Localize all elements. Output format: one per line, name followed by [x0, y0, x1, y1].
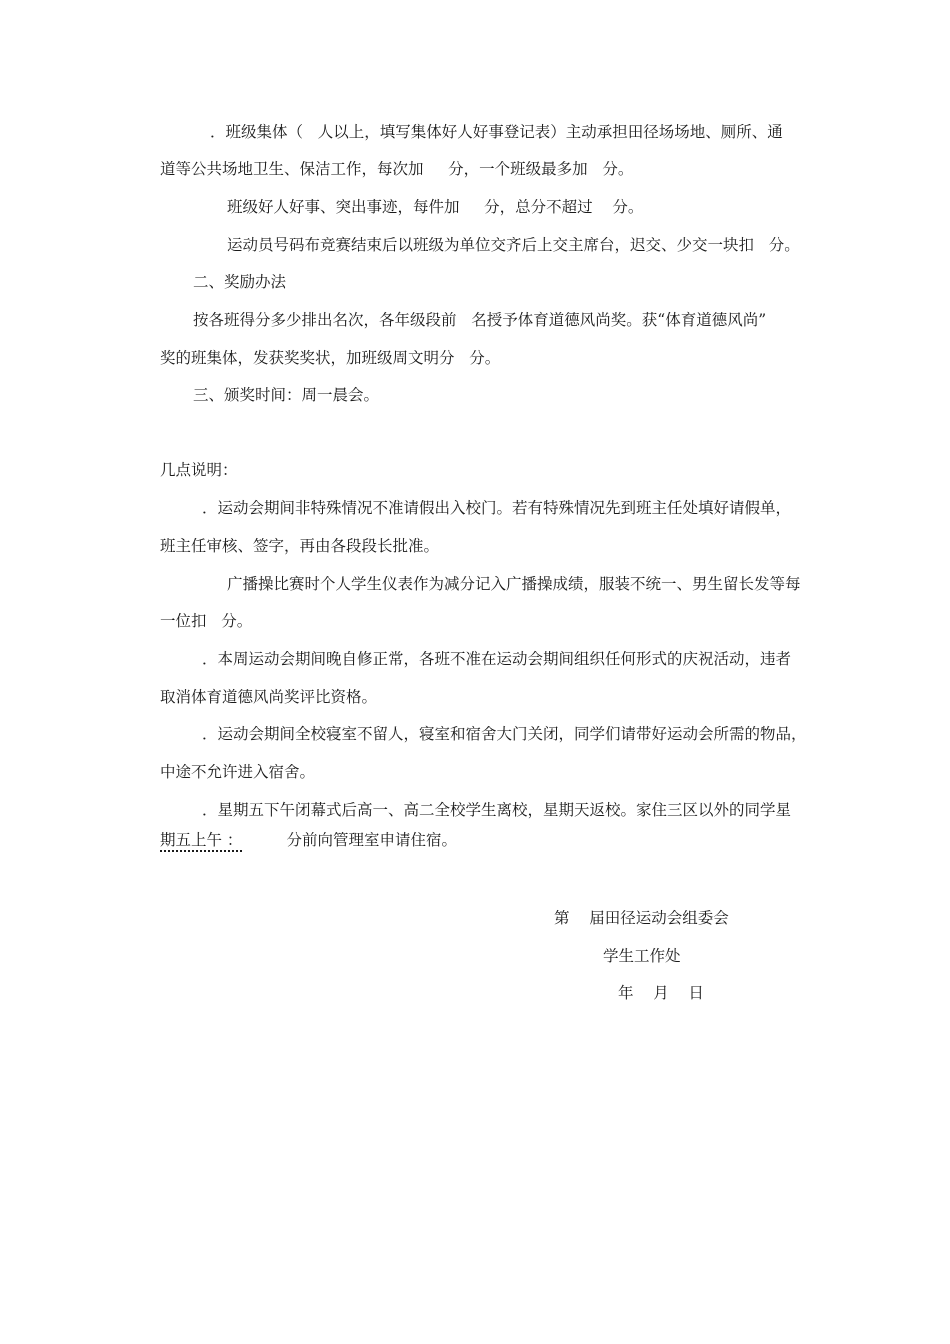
- note-5-line-2: [160, 829, 457, 851]
- rule-number-cloth: 运动员号码布竞赛结束后以班级为单位交齐后上交主席台，迟交、少交一块扣 分。: [227, 236, 800, 254]
- notes-title: 几点说明：: [160, 461, 238, 479]
- note-1-line-2: 班主任审核、签字，再由各段段长批准。: [160, 537, 440, 555]
- reward-text-line-1: 按各班得分多少排出名次，各年级段前 名授予体育道德风尚奖。获“体育道德风尚”: [193, 311, 767, 329]
- signature-student-office: 学生工作处: [603, 947, 681, 965]
- note-3-line-1: ．本周运动会期间晚自修正常，各班不准在运动会期间组织任何形式的庆祝活动，违者: [202, 650, 792, 668]
- note-5-emphasis-text: 期五上午 ：: [160, 831, 242, 852]
- signature-date: 年 月 日: [618, 984, 704, 1002]
- note-5-line-2-rest: 分前向管理室申请住宿。: [286, 831, 457, 849]
- rule-good-deeds: 班级好人好事、突出事迹，每件加 分，总分不超过 分。: [227, 198, 644, 216]
- heading-award-time: 三、颁奖时间：周一晨会。: [193, 386, 380, 404]
- note-5-line-1: ．星期五下午闭幕式后高一、高二全校学生离校，星期天返校。家住三区以外的同学星: [202, 801, 792, 819]
- note-1-line-1: ．运动会期间非特殊情况不准请假出入校门。若有特殊情况先到班主任处填好请假单，: [202, 499, 792, 517]
- rule-collective-line-2: 道等公共场地卫生、保洁工作，每次加 分，一个班级最多加 分。: [160, 160, 634, 178]
- note-4-line-1: ．运动会期间全校寝室不留人，寝室和宿舍大门关闭，同学们请带好运动会所需的物品，: [202, 725, 807, 743]
- note-4-line-2: 中途不允许进入宿舍。: [160, 763, 316, 781]
- heading-reward-method: 二、奖励办法: [193, 273, 287, 291]
- reward-text-line-2: 奖的班集体，发获奖奖状，加班级周文明分 分。: [160, 349, 501, 367]
- signature-committee: 第 届田径运动会组委会: [554, 909, 729, 927]
- note-2-line-2: 一位扣 分。: [160, 612, 253, 630]
- note-2-line-1: 广播操比赛时个人学生仪表作为减分记入广播操成绩，服装不统一、男生留长发等每: [227, 575, 801, 593]
- rule-collective-line-1: ．班级集体（ 人以上，填写集体好人好事登记表）主动承担田径场场地、厕所、通: [210, 123, 783, 141]
- note-3-line-2: 取消体育道德风尚奖评比资格。: [160, 688, 378, 706]
